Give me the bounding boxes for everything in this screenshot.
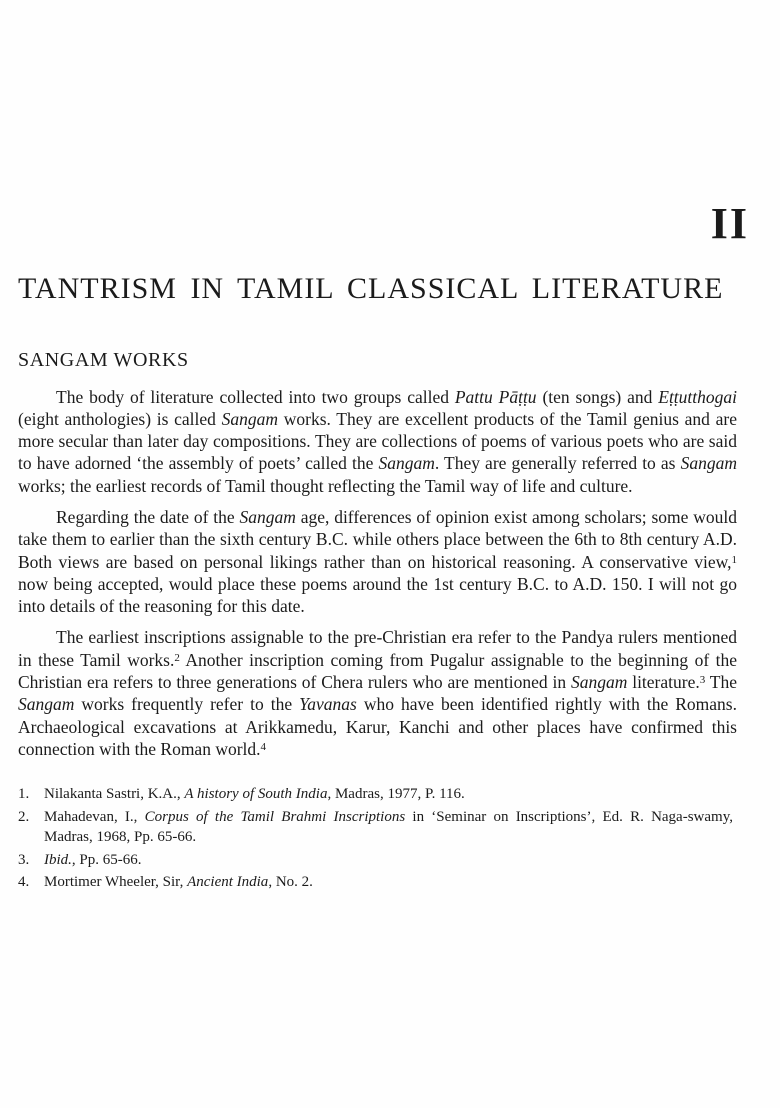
footnote-reference: 1 [731,553,737,566]
footnote-text [44,807,737,848]
text-run: The [705,672,737,693]
footnote-number: 2. [18,808,30,825]
page-title: TANTRISM IN TAMIL CLASSICAL LITERATURE [18,272,724,305]
italic-term: Eṭṭutthogai [658,386,737,407]
text-run: literature. [627,672,700,693]
text-run: works. They are excellent products of the Tamil genius and are more secular than later day compositions. They are collections of poems of various poets who are said to have adorned ‘the assembly of poets’ called the [18,408,738,474]
body-paragraph [18,506,737,617]
footnote-item [18,807,737,848]
text-run: The earliest inscriptions assignable to the pre-Christian era refer to the Pandya rulers mentioned in these Tamil works. [18,627,737,670]
text-column [18,0,737,893]
text-run: Another inscription coming from Pugalur assignable to the beginning of the Christian era refers to three generations of Chera rulers who are mentioned in [18,649,737,693]
footnote-number: 4. [18,874,30,891]
text-run: works; the earliest records of Tamil thought reflecting the Tamil way of life and culture. [18,475,633,496]
text-run: in ‘Seminar on Inscriptions’, Ed. R. Naga-swamy, Madras, 1968, Pp. 65-66. [44,808,733,846]
text-run: Regarding the date of the [56,506,240,527]
italic-term: Sangam [378,453,435,474]
footnote-reference: 3 [699,674,706,687]
text-run: , Pp. 65-66. [71,851,142,868]
italic-term: Ancient India [187,874,269,891]
footnote-text [44,872,737,893]
text-run: Nilakanta Sastri, K.A., [44,786,185,803]
italic-term: Pattu Pāṭṭu [454,386,537,407]
footnote-reference: 2 [174,651,180,664]
text-run: works frequently refer to the [74,694,300,715]
text-run: , No. 2. [268,874,313,891]
italic-term: Yavanas [299,694,357,715]
body-paragraphs [18,386,737,761]
italic-term: Sangam [239,506,296,527]
italic-term: Sangam [18,694,75,715]
text-run: age, differences of opinion exist among scholars; some would take them to earlier than the sixth century B.C. while others place between the 6th to 8th century A.D. Both views are based on personal likings rather than on historical reasoning. A conservative view, [18,506,737,572]
footnotes [18,784,737,893]
footnote-item [18,784,737,805]
footnote-number: 1. [18,786,30,803]
italic-term: Sangam [570,672,628,693]
text-run: now being accepted, would place these poems around the 1st century B.C. to A.D. 150. I will not go into details of the reasoning for this date. [18,573,737,617]
body-paragraph [18,626,737,760]
footnote-text [44,784,737,805]
text-run: Mortimer Wheeler, Sir, [44,874,188,891]
chapter-number: II [710,199,749,248]
footnote-item [18,872,737,893]
text-run: Mahadevan, I., [44,808,145,825]
footnote-text [44,850,737,871]
italic-term: Sangam [680,453,737,474]
text-run: , Madras, 1977, P. 116. [327,786,465,803]
footnote-item [18,850,737,871]
italic-term: Ibid. [44,851,72,868]
footnote-reference: 4 [260,740,267,753]
text-run: who have been identified rightly with the Romans. Archaeological excavations at Arikkamedu, Karur, Kanchi and other places have confirmed this connection with the Roman world. [18,694,737,759]
italic-term: A history of South India [184,786,328,803]
body-paragraph [18,386,737,497]
text-run: The body of literature collected into two groups called [56,386,455,407]
text-run: (eight anthologies) is called [18,408,222,429]
text-run: (ten songs) and [536,386,659,407]
italic-term: Sangam [221,408,279,429]
footnote-number: 3. [18,851,30,868]
text-run: . They are generally referred to as [434,453,681,474]
section-heading: SANGAM WORKS [18,348,189,371]
italic-term: Corpus of the Tamil Brahmi Inscriptions [144,808,406,825]
